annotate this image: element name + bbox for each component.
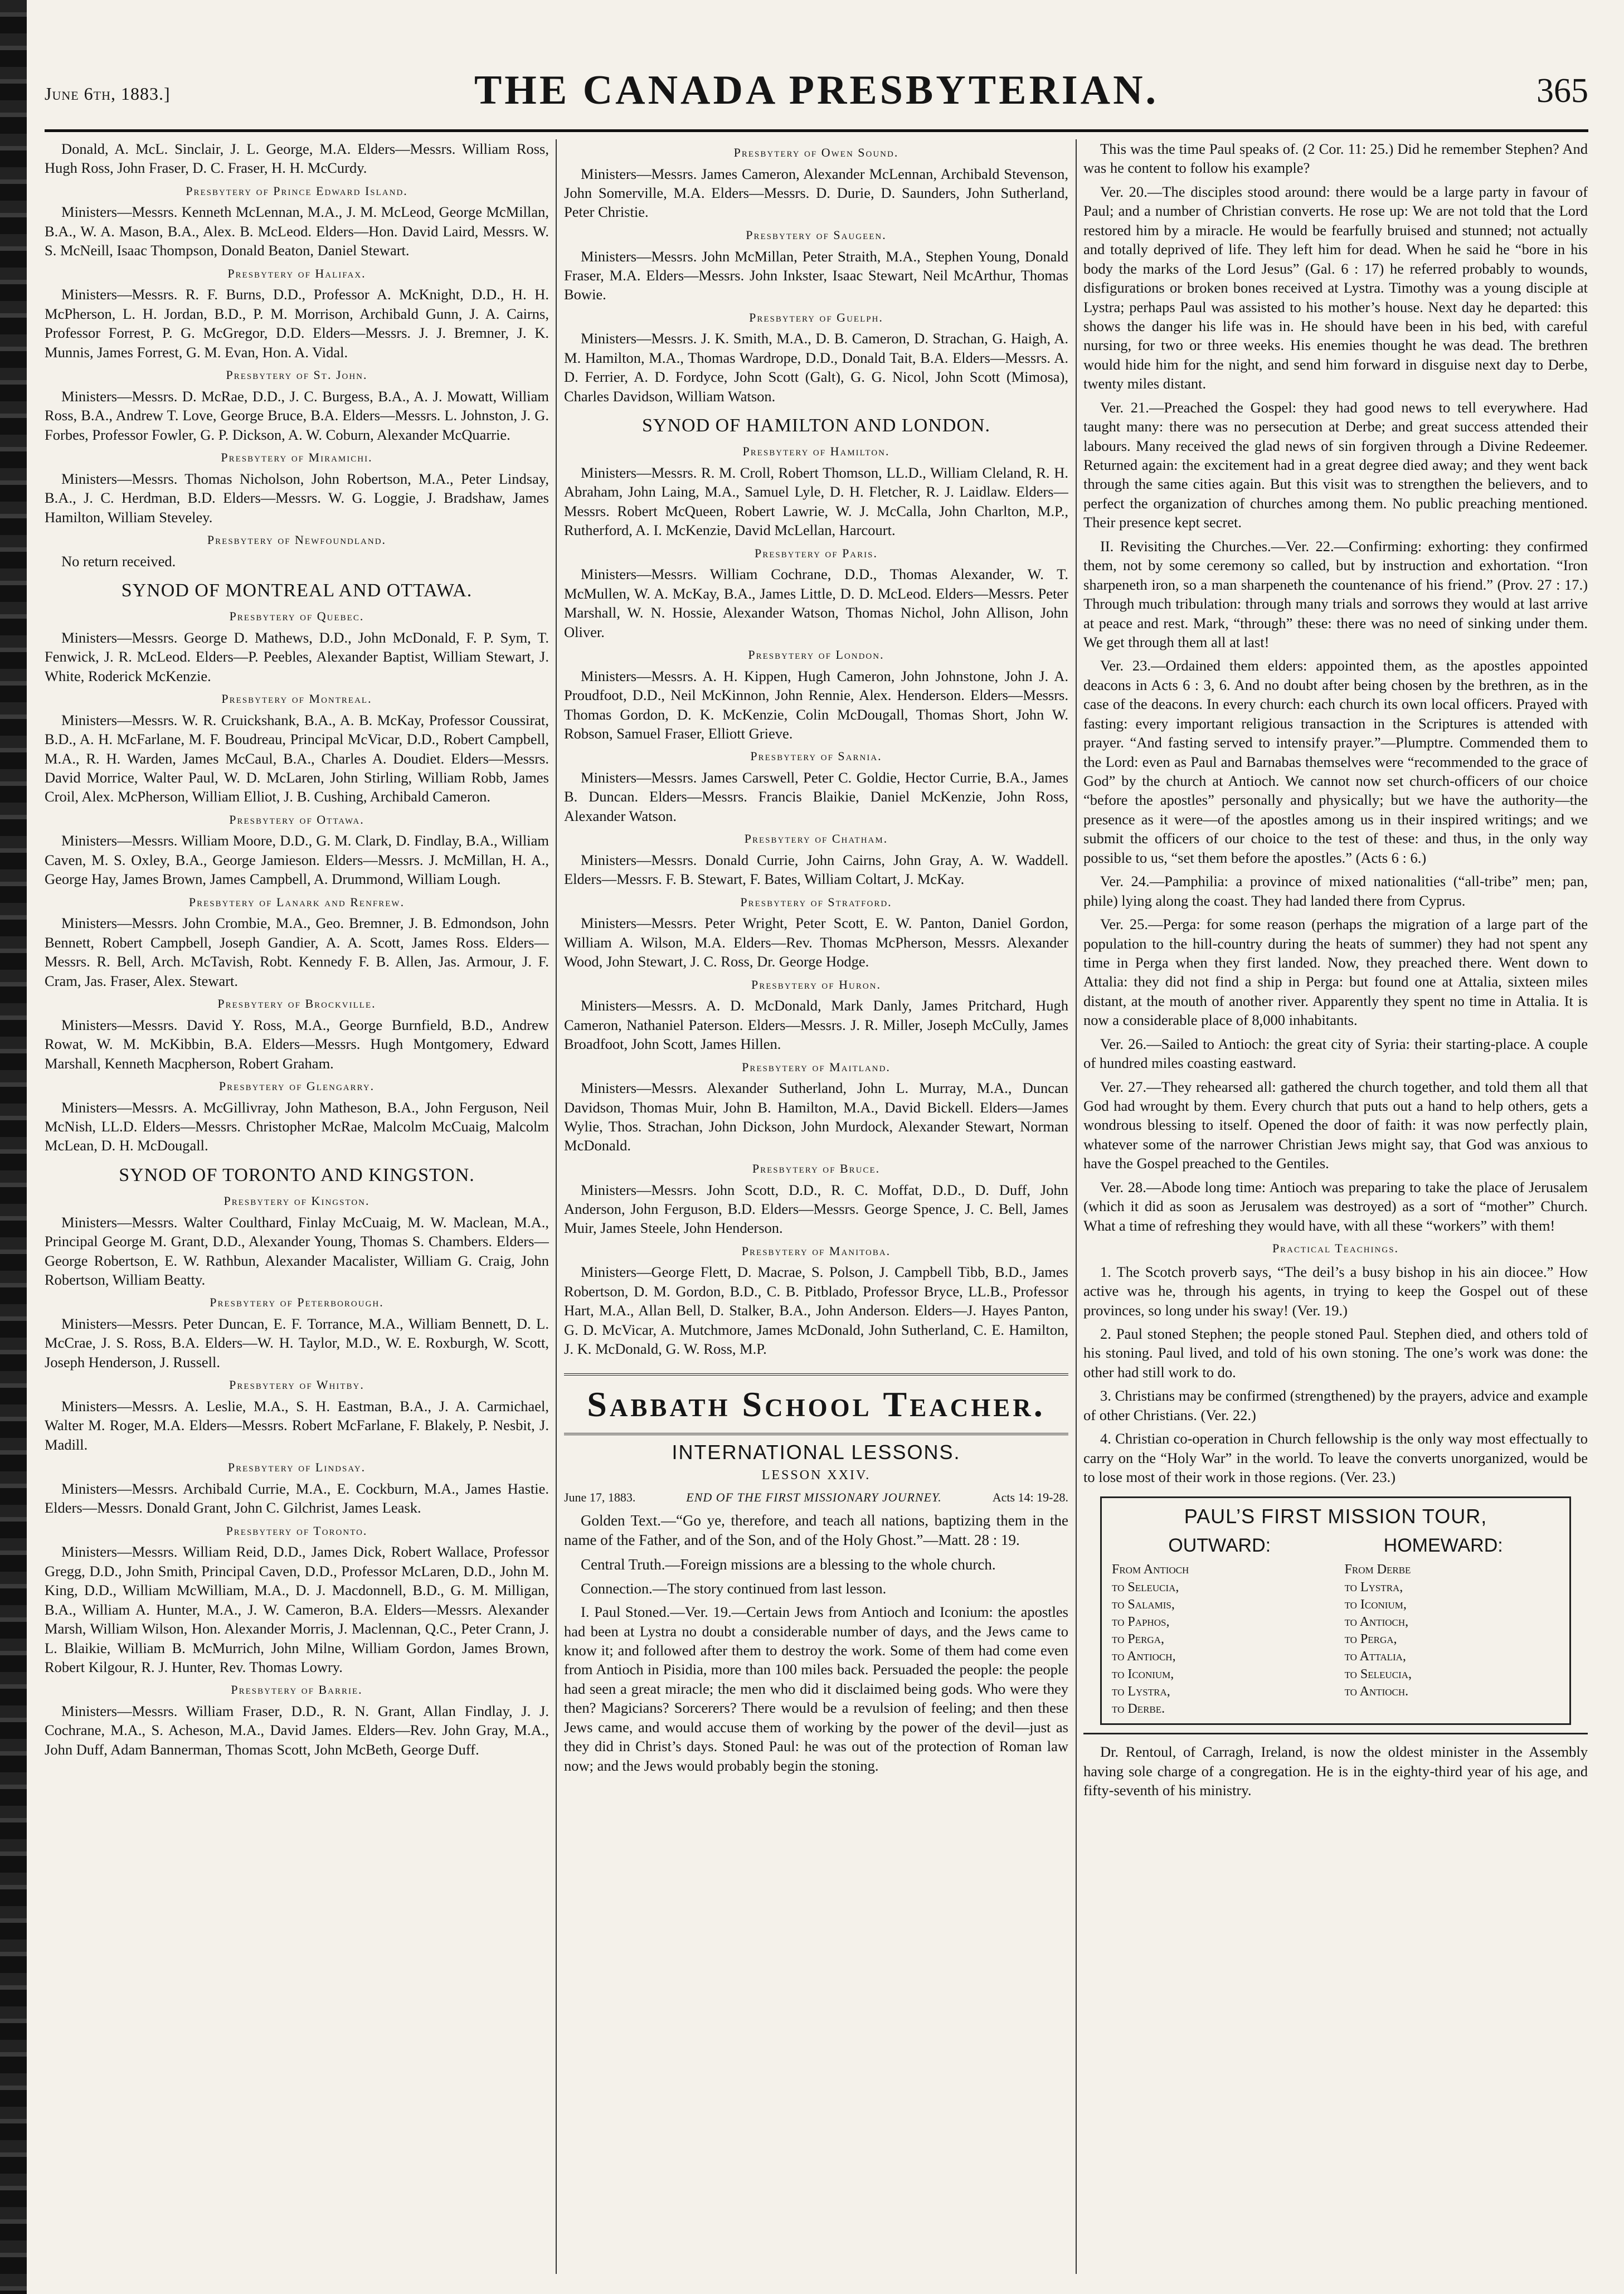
paragraph: Ministers—George Flett, D. Macrae, S. Polson, J. Campbell Tibb, B.D., James Robertson, D. M. Gordon, B.D., C. B. Pitblado, Professor Bryce, LL.B., Professor Hart, M.A., Allan Bell, D. Stalker, B.A., John Anderson. Elders—J. Hayes Panton, G. D. McVicar, A. Mutchmore, James McDonald, John Sutherland, C. E. Hamilton, J. K. McDonald, G. W. Ross, M.P. — [564, 1263, 1068, 1358]
route-stop: to Attalia, — [1344, 1649, 1406, 1664]
section-heading: Presbytery of St. John. — [226, 368, 368, 382]
route-stop: to Seleucia, — [1344, 1666, 1412, 1681]
paragraph: Donald, A. McL. Sinclair, J. L. George, M.A. Elders—Messrs. William Ross, Hugh Ross, John Fraser, D. C. Fraser, H. H. McCurdy. — [45, 140, 549, 177]
header-rule — [45, 129, 1588, 132]
route-stop: to Derbe. — [1112, 1701, 1165, 1716]
paragraph: Ministers—Messrs. Walter Coulthard, Finlay McCuaig, M. W. Maclean, M.A., Principal George M. Grant, D.D., Alexander Young, Thomas S. Chambers. Elders—George Robertson, E. W. Rathbun, Alexander Macalister, William G. Craig, John Robertson, William Beatty. — [45, 1213, 549, 1288]
teaching-item: 2. Paul stoned Stephen; the people stoned Paul. Stephen died, and others told of his stoning. Paul lived, and told of his own stoning. The one’s work was done: the other had still work to do. — [1083, 1325, 1588, 1381]
section-heading: Presbytery of Glengarry. — [218, 1079, 375, 1093]
paragraph: Ministers—Messrs. William Fraser, D.D., R. N. Grant, Allan Findlay, J. J. Cochrane, M.A., S. Acheson, M.A., David James. Elders—Rev. John Gray, M.A., John Duff, Adam Bannerman, Thomas Scott, John McBeth, George Duff. — [45, 1702, 549, 1758]
connection: Connection.—The story continued from last lesson. — [581, 1579, 887, 1597]
section-heading: Presbytery of Quebec. — [229, 609, 364, 624]
route-stop: to Antioch, — [1344, 1615, 1409, 1630]
section-heading: Presbytery of Bruce. — [752, 1161, 881, 1175]
paragraph: Ministers—Messrs. W. R. Cruickshank, B.A., A. B. McKay, Professor Coussirat, B.D., A. H. McFarlane, M. F. Boudreau, Principal McVicar, D.D., Robert Campbell, M.A., R. H. Warden, James McCaul, B.A., Charles A. Doudiet. Elders—Messrs. David Morrice, Walter Paul, W. D. McLaren, John Stirling, William Robb, James Croil, Alex. McPherson, William Elliot, J. B. Cushing, Archibald Cameron. — [45, 711, 549, 805]
synod-heading: SYNOD OF TORONTO AND KINGSTON. — [119, 1164, 475, 1185]
route-stop: to Iconium, — [1344, 1597, 1407, 1612]
international-lessons-heading: INTERNATIONAL LESSONS. — [672, 1440, 961, 1464]
paragraph: Ministers—Messrs. A. D. McDonald, Mark Danly, James Pritchard, Hugh Cameron, Nathaniel Paterson. Elders—Messrs. J. R. Miller, Joseph McCully, James Broadfoot, John Scott, James Hillen. — [564, 997, 1068, 1053]
issue-date: June 6th, 1883.] — [45, 84, 171, 104]
synod-heading: SYNOD OF MONTREAL AND OTTAWA. — [121, 580, 473, 601]
route-stop: to Perga, — [1112, 1632, 1164, 1647]
mission-tour-box — [1100, 1496, 1571, 1725]
route-stop: to Iconium, — [1112, 1666, 1174, 1681]
lesson-date: June 17, 1883. — [564, 1490, 636, 1504]
column-left — [45, 139, 549, 2285]
paragraph: Ministers—Messrs. Archibald Currie, M.A., E. Cockburn, M.A., James Hastie. Elders—Messrs. Donald Grant, John C. Gilchrist, James Leask. — [45, 1480, 549, 1517]
section-heading: Presbytery of Montreal. — [221, 692, 372, 706]
route-stop: to Lystra, — [1112, 1684, 1170, 1699]
route-stop: to Lystra, — [1344, 1579, 1403, 1595]
lesson-number: LESSON XXIV. — [761, 1467, 871, 1483]
paragraph: Ministers—Messrs. Donald Currie, John Cairns, John Gray, A. W. Waddell. Elders—Messrs. F. B. Stewart, F. Bates, William Coltart, J. McKay. — [564, 851, 1068, 888]
route-stop: to Antioch. — [1344, 1684, 1409, 1699]
outward-route — [1112, 1561, 1326, 1718]
practical-teachings-heading: Practical Teachings. — [1272, 1241, 1399, 1256]
teaching-item: 1. The Scotch proverb says, “The deil’s a busy bishop in his ain diocee.” How active was he, through his agents, in trying to keep the Gospel out of these provinces, so long under his sway! (Ver. 19.) — [1083, 1263, 1588, 1319]
section-heading: Presbytery of Brockville. — [217, 997, 376, 1011]
section-heading: Presbytery of Barrie. — [231, 1683, 363, 1697]
lesson-meta — [564, 1490, 1068, 1506]
section-heading: Presbytery of Owen Sound. — [733, 145, 899, 159]
tour-headings — [1112, 1533, 1559, 1558]
newspaper-title: THE CANADA PRESBYTERIAN. — [474, 67, 1159, 113]
section-heading: Presbytery of Lanark and Renfrew. — [188, 895, 405, 909]
paragraph: Ministers—Messrs. Peter Duncan, E. F. Torrance, M.A., William Bennett, D. L. McCrae, J. S. Ross, B.A. Elders—W. H. Taylor, M.D., W. E. Roxburgh, W. Scott, Joseph Henderson, J. Russell. — [45, 1315, 549, 1370]
central-truth: Central Truth.—Foreign missions are a blessing to the whole church. — [581, 1556, 996, 1573]
synod-heading: SYNOD OF HAMILTON AND LONDON. — [642, 415, 990, 436]
lesson-paragraph: II. Revisiting the Churches.—Ver. 22.—Confirming: exhorting: they confirmed them, not by some ceremony so called, but by instruction and exhortation. “Iron sharpeneth iron, so a man sharpeneth the countenance of his friend.” (Prov. 27 : 17.) Through much tribulation: through many trials and sorrows they would at last arrive at peace and rest. Mark, “through” these: there was no need of sinking under them. We get through them all at last! — [1083, 537, 1588, 650]
paragraph: Ministers—Messrs. Alexander Sutherland, John L. Murray, M.A., Duncan Davidson, Thomas Muir, John B. Hamilton, M.A., David Bickell. Elders—James Wylie, Thos. Strachan, John Dickson, John Murdock, Alexander Stewart, Norman McDonald. — [564, 1080, 1068, 1154]
column-right — [1083, 139, 1588, 2285]
homeward-heading: HOMEWARD: — [1383, 1535, 1503, 1557]
section-heading: Presbytery of Chatham. — [744, 832, 888, 846]
paragraph: Ministers—Messrs. James Carswell, Peter C. Goldie, Hector Currie, B.A., James B. Duncan. Elders—Messrs. Francis Blaikie, Daniel McKenzie, John Ross, Alexander Watson. — [564, 769, 1068, 824]
outward-heading: OUTWARD: — [1168, 1535, 1271, 1557]
lesson-paragraph: Ver. 27.—They rehearsed all: gathered the church together, and told them all that God had wrought by them. Every church that puts out a hand to help others, gets a wondrous blessing to itself. Opened the door of faith: it was now perfectly plain, whatever some of the narrower Christian Jews might say, that God was anxious to have the Gospel preached to the Gentiles. — [1083, 1078, 1588, 1172]
section-heading: Presbytery of Manitoba. — [741, 1243, 891, 1258]
column-divider — [556, 139, 557, 2274]
section-heading: Presbytery of Prince Edward Island. — [186, 183, 408, 198]
teaching-item: 3. Christians may be confirmed (strengthened) by the prayers, advice and example of other Christians. (Ver. 22.) — [1083, 1387, 1588, 1423]
route-stop: to Salamis, — [1112, 1597, 1175, 1612]
lesson-paragraph: Ver. 24.—Pamphilia: a province of mixed nationalities (“all-tribe” men; pan, phile) lying along the coast. They had landed there from Cyprus. — [1083, 873, 1588, 909]
section-heading: Presbytery of Maitland. — [742, 1059, 891, 1074]
paragraph: Ministers—Messrs. A. McGillivray, John Matheson, B.A., John Ferguson, Neil McNish, LL.D. Elders—Messrs. Christopher McRae, Malcolm McCuaig, Malcolm McLean, D. H. McDougall. — [45, 1099, 549, 1154]
paragraph: Ministers—Messrs. John Crombie, M.A., Geo. Bremner, J. B. Edmondson, John Bennett, Robert Campbell, Joseph Gandier, A. A. Scott, James Ross. Elders—Messrs. R. Bell, Arch. McTavish, Robt. Kennedy F. B. Allen, Jas. Armour, J. F. Cram, Jas. Fraser, Alex. Stewart. — [45, 915, 549, 989]
section-heading: Presbytery of Newfoundland. — [207, 532, 387, 547]
route-stop: to Perga, — [1344, 1632, 1397, 1647]
lesson-paragraph: Ver. 20.—The disciples stood around: there would be a large party in favour of Paul; and a number of Christian converts. He rose up: We are not told that the Lord restored him by a miracle. He would be fearfully bruised and stunned; not actually and totally deprived of life. They left him for dead. When he said he “bore in his body the marks of the Lord Jesus” (Gal. 6 : 17) he referred probably to wounds, disfigurations or broken bones received at Lystra. Timothy was a young disciple at Lystra; perhaps Paul was assisted to his mother’s house. Next day he departed: this shows the danger his life was in. He should have been in his bed, with careful nursing, for two or three weeks. His enemies thought he was dead. The brethren would hide him for the night, and send him forward in disguise next day to Derbe, twenty miles distant. — [1083, 183, 1588, 392]
section-heading: Presbytery of Saugeen. — [746, 227, 887, 242]
section-heading: Presbytery of London. — [748, 648, 884, 662]
paragraph: Ministers—Messrs. J. K. Smith, M.A., D. B. Cameron, D. Strachan, G. Haigh, A. M. Hamilton, M.A., Thomas Wardrope, D.D., Donald Tait, B.A. Elders—Messrs. A. D. Ferrier, A. D. Fordyce, John Scott (Galt), G. G. Nicol, John Scott (Mimosa), Charles Davidson, William Watson. — [564, 330, 1068, 405]
section-heading: Presbytery of Guelph. — [749, 310, 883, 324]
lesson-paragraph: Ver. 26.—Sailed to Antioch: the great city of Syria: their starting-place. A couple of hundred miles coasting eastward. — [1083, 1035, 1588, 1072]
tour-title: PAUL’S FIRST MISSION TOUR, — [1184, 1505, 1487, 1528]
paragraph: Ministers—Messrs. R. F. Burns, D.D., Professor A. McKnight, D.D., H. H. McPherson, L. H. Jordan, B.D., P. M. Morrison, Archibald Gunn, J. A. Cairns, Professor Forrest, P. G. McGregor, D.D. Elders—Messrs. J. J. Bremner, J. K. Munnis, James Forrest, G. M. Evan, Hon. A. Vidal. — [45, 286, 549, 361]
paragraph: Ministers—Messrs. D. McRae, D.D., J. C. Burgess, B.A., A. J. Mowatt, William Ross, B.A., Andrew T. Love, George Bruce, B.A. Elders—Messrs. L. Johnston, J. G. Forbes, Professor Fowler, G. P. Dickson, A. W. Coburn, Alexander McQuarrie. — [45, 387, 549, 443]
sabbath-school-banner: Sabbath School Teacher. — [564, 1373, 1068, 1435]
paragraph: Ministers—Messrs. Kenneth McLennan, M.A., J. M. McLeod, George McMillan, B.A., W. A. Mason, B.A., Alex. B. McLeod. Elders—Hon. David Laird, Messrs. W. S. McNeill, Isaac Thompson, Donald Beaton, Daniel Stewart. — [45, 203, 549, 259]
paragraph: Ministers—Messrs. R. M. Croll, Robert Thomson, LL.D., William Cleland, R. H. Abraham, John Laing, M.A., Samuel Lyle, D. H. Fletcher, R. J. Laidlaw. Elders—Messrs. Robert McQueen, Robert Lawrie, W. J. McCalla, John Charlton, M.P., Rutherford, A. I. McKenzie, David McLellan, Harcourt. — [564, 464, 1068, 539]
paragraph: Ministers—Messrs. James Cameron, Alexander McLennan, Archibald Stevenson, John Somerville, M.A. Elders—Messrs. D. Durie, D. Saunders, John Sutherland, Peter Christie. — [564, 165, 1068, 221]
golden-text: Golden Text.—“Go ye, therefore, and teach all nations, baptizing them in the name of the Father, and of the Son, and of the Holy Ghost.”—Matt. 28 : 19. — [564, 1512, 1068, 1549]
paragraph: Ministers—Messrs. John Scott, D.D., R. C. Moffat, D.D., D. Duff, John Anderson, John Ferguson, B.D. Elders—Messrs. George Spence, J. C. Bell, James Muir, James Steele, John Henderson. — [564, 1181, 1068, 1237]
paragraph: Ministers—Messrs. A. H. Kippen, Hugh Cameron, John Johnstone, John J. A. Proudfoot, D.D., Neil McKinnon, John Rennie, Alex. Henderson. Elders—Messrs. Thomas Gordon, D. K. McKenzie, Colin McDougall, Thomas Short, John W. Robson, Samuel Fraser, Elliott Grieve. — [564, 667, 1068, 742]
section-heading: Presbytery of Ottawa. — [229, 812, 364, 827]
page-number: 365 — [1537, 72, 1588, 110]
paragraph: Ministers—Messrs. John McMillan, Peter Straith, M.A., Stephen Young, Donald Fraser, M.A. Elders—Messrs. John Inkster, Isaac Stewart, Neil McArthur, Thomas Bowie. — [564, 247, 1068, 303]
section-heading: Presbytery of Stratford. — [740, 895, 892, 909]
lesson-reference: Acts 14: 19-28. — [992, 1490, 1068, 1504]
lesson-paragraph: This was the time Paul speaks of. (2 Cor. 11: 25.) Did he remember Stephen? And was he content to follow his example? — [1083, 140, 1588, 177]
paragraph: Ministers—Messrs. William Cochrane, D.D., Thomas Alexander, W. T. McMullen, W. A. McKay, B.A., James Little, D. D. McLeod. Elders—Messrs. Peter Marshall, W. N. Hossie, Alexander Watson, Thomas Nichol, John Allison, John Oliver. — [564, 566, 1068, 640]
section-heading: Presbytery of Huron. — [751, 977, 881, 992]
lesson-paragraph: Ver. 28.—Abode long time: Antioch was preparing to take the place of Jerusalem (which it did as soon as Jerusalem was destroyed) as a sort of “mother” Church. What a time of refreshing they would have, with all these “workers” with them! — [1083, 1178, 1588, 1234]
section-heading: Presbytery of Miramichi. — [221, 450, 373, 465]
binding-edge — [0, 0, 27, 2294]
route-stop: to Paphos, — [1112, 1615, 1170, 1630]
lesson-title: END OF THE FIRST MISSIONARY JOURNEY. — [686, 1490, 942, 1504]
section-heading: Presbytery of Hamilton. — [742, 444, 890, 459]
paragraph: Ministers—Messrs. Peter Wright, Peter Scott, E. W. Panton, Daniel Gordon, William A. Wilson, M.A. Elders—Rev. Thomas McPherson, Messrs. Alexander Wood, John Stewart, J. C. Ross, Dr. George Hodge. — [564, 915, 1068, 970]
lesson-paragraph: I. Paul Stoned.—Ver. 19.—Certain Jews from Antioch and Iconium: the apostles had been at Lystra no doubt a considerable number of days, and the Jews came to know it; and followed after them to destroy the work. Some of them had come even from Antioch in Pisidia, more than 100 miles back. Persuaded the people: the people had seen a great miracle; the men who did it disclaimed being gods. Who were they then? Magicians? Sorcerers? There would be a revulsion of feeling; and then these Jews came, and would accuse them of working by the power of the devil—just as they did in Christ’s days. Stoned Paul: he was out of the protection of Roman law now; and the Jews would probably begin the stoning. — [564, 1603, 1068, 1774]
section-heading: Presbytery of Halifax. — [227, 266, 366, 280]
lesson-paragraph: Ver. 23.—Ordained them elders: appointed them, as the apostles appointed deacons in Acts 6 : 3, 6. And no doubt after being chosen by the brethren, as in the case of the deacons. In every church: each church its own local officers. Prayed with fasting: every important religious transaction in the Scriptures is attended with prayer. “And fasting served to intensify prayer.”—Plumptre. Commended them to the Lord: even as Paul and Barnabas themselves were “recommended to the grace of God” by the church at Antioch. We cannot now set church-officers of our choice “before the apostles” personally and physically; but we have the authority—the presence as it were—of the apostles among us in their inspired writings; and we submit the officers of our choice to the test of these: and thus, in the only way possible to us, “set them before the apostles.” (Acts 6 : 6.) — [1083, 657, 1588, 866]
route-stop: to Antioch, — [1112, 1649, 1176, 1664]
section-heading: Presbytery of Paris. — [754, 546, 878, 560]
paragraph: Ministers—Messrs. William Moore, D.D., G. M. Clark, D. Findlay, B.A., William Caven, M. S. Oxley, B.A., George Jamieson. Elders—Messrs. J. McMillan, H. A., George Hay, James Brown, James Campbell, A. Drummond, William Lough. — [45, 832, 549, 888]
paragraph: Ministers—Messrs. A. Leslie, M.A., S. H. Eastman, B.A., J. A. Carmichael, Walter M. Roger, M.A. Elders—Messrs. Robert McFarlane, F. Blakely, P. Nesbit, J. Madill. — [45, 1397, 549, 1453]
paragraph: Ministers—Messrs. George D. Mathews, D.D., John McDonald, F. P. Sym, T. Fenwick, J. R. McLeod. Elders—P. Peebles, Alexander Baptist, William Stewart, J. White, Roderick McKenzie. — [45, 629, 549, 684]
lesson-paragraph: Ver. 21.—Preached the Gospel: they had good news to tell everywhere. Had taught many: there was no persecution at Derbe; and great success attended their labours. Many received the glad news of sin forgiven through a Divine Redeemer. Returned again: the excitement had in a great degree died away; and they went back through the same cities again. But this visit was to strengthen the believers, and to perfect the organization of churches among them. No public preaching mentioned. Their presence kept secret. — [1083, 398, 1588, 531]
section-heading: Presbytery of Peterborough. — [210, 1295, 384, 1310]
section-heading: Presbytery of Whitby. — [229, 1378, 364, 1392]
paragraph: No return received. — [61, 552, 176, 570]
news-notice — [1083, 1733, 1588, 1800]
homeward-route — [1345, 1561, 1559, 1718]
teaching-item: 4. Christian co-operation in Church fellowship is the only way most effectually to carry on the “Holy War” in the world. To leave the converts unorganized, would be to lose most of their work in those regions. (Ver. 23.) — [1083, 1430, 1588, 1486]
column-divider — [1076, 139, 1077, 2274]
paragraph: Ministers—Messrs. David Y. Ross, M.A., George Burnfield, B.D., Andrew Rowat, W. M. McKibbin, B.A. Elders—Messrs. Hugh Montgomery, Edward Marshall, Kenneth Macpherson, Robert Graham. — [45, 1016, 549, 1072]
paragraph: Ministers—Messrs. Thomas Nicholson, John Robertson, M.A., Peter Lindsay, B.A., J. C. Herdman, B.D. Elders—Messrs. W. G. Loggie, J. Bradshaw, James Hamilton, William Steveley. — [45, 470, 549, 526]
section-heading: Presbytery of Sarnia. — [750, 749, 882, 764]
column-middle — [564, 139, 1068, 2285]
route-stop: From Antioch — [1112, 1562, 1189, 1577]
section-heading: Presbytery of Lindsay. — [227, 1460, 366, 1475]
page-header — [45, 61, 1588, 123]
route-stop: From Derbe — [1344, 1562, 1411, 1577]
section-heading: Presbytery of Kingston. — [223, 1194, 370, 1208]
lesson-paragraph: Ver. 25.—Perga: for some reason (perhaps the migration of a large part of the population to the hill-country during the heats of summer) they had not spent any time in Perga when they first landed. Now, they preached there. Went down to Attalia: they did not find a ship in Perga: but found one at Attalia, sixteen miles distant, at the mouth of another river. Apparently they spent no time in Attalia. It is now a considerable place of 8,000 inhabitants. — [1083, 916, 1588, 1029]
paragraph: Ministers—Messrs. William Reid, D.D., James Dick, Robert Wallace, Professor Gregg, D.D., John Smith, Principal Caven, D.D., Professor McLaren, D.D., John M. King, D.D., William McWilliam, M.A., D. J. Macdonnell, B.D., G. M. Milligan, B.A., William A. Hunter, M.A., J. W. Cameron, B.A. Elders—Messrs. Alexander Marsh, William Wilson, Hon. Alexander Morris, J. Maclennan, Q.C., Peter Crann, J. L. Blaikie, William B. McMurrich, John Milne, William Gordon, James Brown, Robert Kilgour, R. J. Hunter, Rev. Thomas Lowry. — [45, 1543, 549, 1675]
route-stop: to Seleucia, — [1112, 1579, 1179, 1595]
section-heading: Presbytery of Toronto. — [226, 1523, 368, 1538]
tour-routes — [1112, 1561, 1559, 1718]
notice-text: Dr. Rentoul, of Carragh, Ireland, is now the oldest minister in the Assembly having sole charge of a congregation. He is in the eighty-third year of his age, and fifty-seventh of his ministry. — [1083, 1743, 1588, 1799]
